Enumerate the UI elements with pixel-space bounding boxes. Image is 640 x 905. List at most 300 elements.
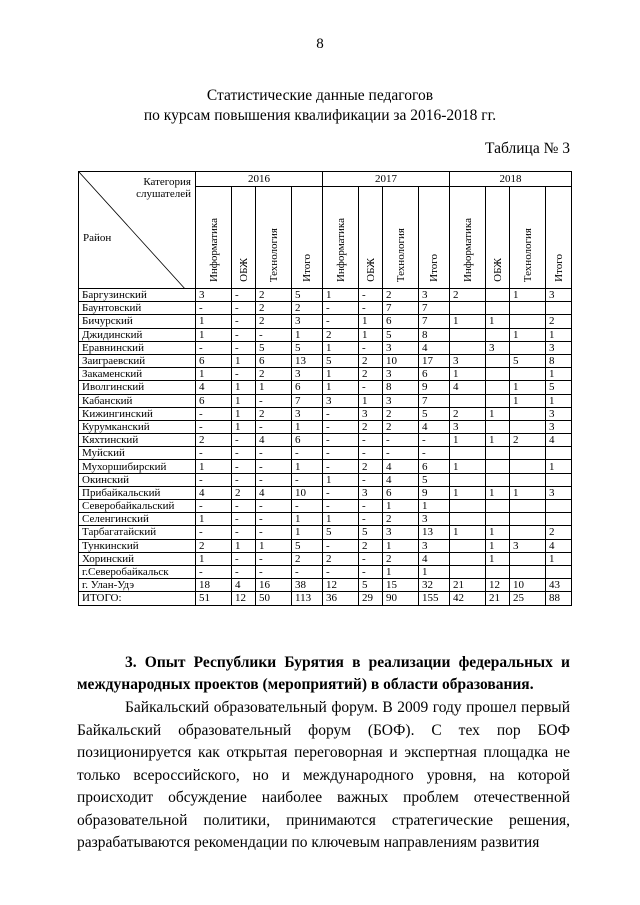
value-cell: 4 — [383, 473, 419, 486]
value-cell: 1 — [323, 473, 359, 486]
value-cell: 5 — [419, 473, 450, 486]
subject-header-obzh-2016 — [232, 187, 256, 289]
value-cell: 7 — [419, 315, 450, 328]
year-header-2016: 2016 — [196, 172, 323, 187]
value-cell: 1 — [546, 328, 572, 341]
value-cell: 15 — [383, 579, 419, 592]
value-cell — [450, 341, 486, 354]
value-cell: - — [323, 447, 359, 460]
value-cell: - — [359, 447, 383, 460]
value-cell: - — [359, 552, 383, 565]
value-cell: 1 — [486, 434, 510, 447]
value-cell: 3 — [450, 420, 486, 433]
value-cell: 1 — [256, 381, 292, 394]
value-cell: 6 — [196, 354, 232, 367]
value-cell: - — [232, 565, 256, 578]
value-cell: 6 — [419, 460, 450, 473]
subject-header-label: Технология — [521, 227, 534, 282]
value-cell: 1 — [510, 486, 546, 499]
value-cell: 32 — [419, 579, 450, 592]
value-cell: 1 — [196, 513, 232, 526]
category-header-line-1: Категория — [143, 176, 191, 188]
value-cell: 5 — [256, 341, 292, 354]
value-cell: 5 — [292, 539, 323, 552]
value-cell: 3 — [383, 526, 419, 539]
value-cell: 13 — [292, 354, 323, 367]
value-cell: 2 — [359, 354, 383, 367]
value-cell: - — [256, 394, 292, 407]
value-cell: 4 — [196, 486, 232, 499]
page-number: 8 — [316, 36, 324, 52]
value-cell: - — [196, 473, 232, 486]
table-number-label: Таблица № 3 — [485, 140, 570, 157]
value-cell: 4 — [383, 460, 419, 473]
value-cell: 2 — [292, 552, 323, 565]
value-cell — [546, 565, 572, 578]
value-cell: 1 — [450, 368, 486, 381]
value-cell: 1 — [323, 368, 359, 381]
value-cell: 3 — [419, 539, 450, 552]
table-row — [79, 460, 572, 473]
value-cell: 3 — [419, 513, 450, 526]
statistics-table — [78, 171, 572, 606]
value-cell: 3 — [292, 407, 323, 420]
value-cell: 2 — [256, 289, 292, 302]
value-cell: 1 — [510, 289, 546, 302]
section-paragraph: Байкальский образовательный форум. В 2009 году прошел первый Байкальский образовательный форум (БОФ). С тех пор БОФ позиционируется как открытая переговорная и экспертная площадка не только всероссийского, но и международного уровня, на которой происходит обсуждение наиболее важных проблем отечественной образовательной политики, принимаются стратегические решения, разрабатываются рекомендации по ключевым направлениям развития — [77, 699, 570, 851]
value-cell — [510, 302, 546, 315]
table-row — [79, 592, 572, 605]
value-cell: 2 — [359, 368, 383, 381]
value-cell: - — [323, 486, 359, 499]
value-cell: - — [256, 328, 292, 341]
district-name-cell: г. Улан-Удэ — [79, 579, 196, 592]
value-cell: 3 — [196, 289, 232, 302]
value-cell: 2 — [546, 526, 572, 539]
value-cell: 1 — [419, 565, 450, 578]
value-cell: 2 — [359, 539, 383, 552]
value-cell: 1 — [256, 539, 292, 552]
subject-header-informatics-2018 — [450, 187, 486, 289]
value-cell: 2 — [232, 486, 256, 499]
value-cell — [450, 513, 486, 526]
value-cell: 1 — [196, 315, 232, 328]
value-cell: 1 — [292, 526, 323, 539]
value-cell — [486, 473, 510, 486]
table-row — [79, 552, 572, 565]
value-cell: 90 — [383, 592, 419, 605]
value-cell: 2 — [323, 328, 359, 341]
value-cell: 51 — [196, 592, 232, 605]
value-cell: 3 — [359, 407, 383, 420]
table-row — [79, 394, 572, 407]
category-header — [136, 176, 191, 200]
value-cell: 6 — [419, 368, 450, 381]
value-cell: 50 — [256, 592, 292, 605]
value-cell: 113 — [292, 592, 323, 605]
value-cell — [510, 407, 546, 420]
value-cell: 4 — [546, 434, 572, 447]
value-cell: - — [292, 447, 323, 460]
table-row — [79, 368, 572, 381]
value-cell: - — [256, 500, 292, 513]
value-cell: 2 — [196, 434, 232, 447]
value-cell: - — [383, 447, 419, 460]
table-row — [79, 328, 572, 341]
value-cell: 10 — [292, 486, 323, 499]
value-cell: 3 — [383, 394, 419, 407]
value-cell: - — [323, 565, 359, 578]
value-cell: - — [359, 381, 383, 394]
value-cell: - — [359, 500, 383, 513]
value-cell: 1 — [383, 539, 419, 552]
value-cell: 6 — [292, 434, 323, 447]
value-cell — [450, 447, 486, 460]
value-cell: - — [196, 500, 232, 513]
value-cell: 4 — [232, 579, 256, 592]
value-cell: 1 — [486, 486, 510, 499]
value-cell: 9 — [419, 381, 450, 394]
district-name-cell: Баунтовский — [79, 302, 196, 315]
table-row — [79, 473, 572, 486]
value-cell: 3 — [450, 354, 486, 367]
subject-header-label: Итого — [428, 254, 440, 282]
value-cell: 2 — [383, 552, 419, 565]
value-cell: 1 — [486, 552, 510, 565]
value-cell: 3 — [546, 407, 572, 420]
value-cell: 1 — [546, 394, 572, 407]
value-cell: 3 — [486, 341, 510, 354]
value-cell: 2 — [510, 434, 546, 447]
value-cell: 1 — [510, 328, 546, 341]
value-cell: - — [232, 526, 256, 539]
district-name-cell: Кяхтинский — [79, 434, 196, 447]
value-cell: 88 — [546, 592, 572, 605]
table-corner-header — [79, 172, 196, 289]
value-cell: 8 — [419, 328, 450, 341]
value-cell: 2 — [383, 420, 419, 433]
value-cell — [450, 473, 486, 486]
district-name-cell: Закаменский — [79, 368, 196, 381]
district-name-cell: Заиграевский — [79, 354, 196, 367]
value-cell: 2 — [450, 289, 486, 302]
value-cell — [510, 460, 546, 473]
value-cell: 6 — [256, 354, 292, 367]
value-cell: 2 — [196, 539, 232, 552]
value-cell: 3 — [323, 394, 359, 407]
value-cell — [510, 420, 546, 433]
value-cell — [510, 552, 546, 565]
table-row — [79, 315, 572, 328]
value-cell: 1 — [232, 354, 256, 367]
value-cell: 38 — [292, 579, 323, 592]
table-title — [0, 86, 640, 126]
value-cell: - — [323, 315, 359, 328]
value-cell: - — [323, 460, 359, 473]
value-cell: 16 — [256, 579, 292, 592]
value-cell: 21 — [486, 592, 510, 605]
value-cell: 5 — [323, 354, 359, 367]
district-name-cell: Селенгинский — [79, 513, 196, 526]
value-cell: - — [256, 420, 292, 433]
district-name-cell: Курумканский — [79, 420, 196, 433]
value-cell — [450, 394, 486, 407]
value-cell: - — [323, 500, 359, 513]
value-cell — [510, 315, 546, 328]
subject-header-label: Итого — [301, 254, 313, 282]
value-cell — [450, 539, 486, 552]
subject-header-label: Итого — [552, 254, 565, 282]
value-cell: 6 — [383, 486, 419, 499]
value-cell: - — [359, 302, 383, 315]
value-cell: 12 — [232, 592, 256, 605]
value-cell: - — [419, 434, 450, 447]
value-cell: 12 — [486, 579, 510, 592]
value-cell: 5 — [383, 328, 419, 341]
value-cell — [546, 513, 572, 526]
value-cell: - — [256, 526, 292, 539]
value-cell: 1 — [359, 328, 383, 341]
value-cell — [486, 394, 510, 407]
value-cell — [510, 526, 546, 539]
value-cell — [510, 513, 546, 526]
section-heading: 3. Опыт Республики Бурятия в реализации федеральных и международных проектов (мероприятий) в области образования. — [77, 654, 570, 693]
value-cell: 1 — [232, 394, 256, 407]
value-cell — [486, 420, 510, 433]
subject-header-obzh-2018 — [486, 187, 510, 289]
subject-header-label: ОБЖ — [491, 258, 504, 282]
value-cell: - — [359, 513, 383, 526]
value-cell — [510, 368, 546, 381]
district-name-cell: Еравнинский — [79, 341, 196, 354]
value-cell — [450, 328, 486, 341]
value-cell: 1 — [486, 315, 510, 328]
value-cell: 5 — [292, 289, 323, 302]
district-name-cell: Кижингинский — [79, 407, 196, 420]
value-cell — [486, 381, 510, 394]
value-cell: 1 — [196, 552, 232, 565]
year-header-2017: 2017 — [323, 172, 450, 187]
value-cell: 6 — [383, 315, 419, 328]
value-cell — [450, 302, 486, 315]
value-cell: 1 — [232, 407, 256, 420]
table-title-line-1: Статистические данные педагогов — [206, 87, 434, 104]
district-name-cell: Прибайкальский — [79, 486, 196, 499]
value-cell: 12 — [323, 579, 359, 592]
value-cell: - — [196, 447, 232, 460]
value-cell: 5 — [359, 579, 383, 592]
subject-header-total-2017 — [419, 187, 450, 289]
value-cell: 1 — [323, 513, 359, 526]
table-row — [79, 579, 572, 592]
value-cell — [486, 565, 510, 578]
value-cell: 1 — [323, 341, 359, 354]
district-name-cell: Муйский — [79, 447, 196, 460]
value-cell: - — [196, 420, 232, 433]
value-cell: 25 — [510, 592, 546, 605]
value-cell: - — [256, 513, 292, 526]
value-cell: 6 — [292, 381, 323, 394]
district-name-cell: Тункинский — [79, 539, 196, 552]
value-cell: 5 — [419, 407, 450, 420]
value-cell: - — [196, 565, 232, 578]
value-cell: - — [323, 539, 359, 552]
value-cell: 3 — [510, 539, 546, 552]
value-cell: 4 — [450, 381, 486, 394]
table-row — [79, 447, 572, 460]
district-name-cell: ИТОГО: — [79, 592, 196, 605]
value-cell: 1 — [196, 368, 232, 381]
value-cell: 1 — [196, 460, 232, 473]
value-cell: - — [232, 289, 256, 302]
value-cell: 4 — [419, 420, 450, 433]
value-cell: - — [256, 552, 292, 565]
value-cell: - — [323, 302, 359, 315]
value-cell: - — [359, 289, 383, 302]
value-cell: 1 — [450, 486, 486, 499]
value-cell: 1 — [359, 315, 383, 328]
value-cell: 7 — [292, 394, 323, 407]
year-header-2018: 2018 — [450, 172, 572, 187]
value-cell: - — [419, 447, 450, 460]
value-cell: 2 — [383, 407, 419, 420]
category-header-line-2: слушателей — [136, 188, 191, 200]
value-cell: 2 — [450, 407, 486, 420]
value-cell: 1 — [359, 394, 383, 407]
value-cell — [486, 354, 510, 367]
value-cell: 1 — [232, 539, 256, 552]
value-cell — [546, 302, 572, 315]
value-cell: 9 — [419, 486, 450, 499]
value-cell: 1 — [486, 526, 510, 539]
district-header: Район — [83, 232, 112, 244]
value-cell: 4 — [546, 539, 572, 552]
value-cell: 2 — [323, 552, 359, 565]
value-cell — [486, 447, 510, 460]
value-cell: 3 — [383, 341, 419, 354]
value-cell: 43 — [546, 579, 572, 592]
value-cell: 2 — [256, 407, 292, 420]
value-cell: 5 — [546, 381, 572, 394]
value-cell: 4 — [196, 381, 232, 394]
value-cell: 1 — [450, 315, 486, 328]
table-row — [79, 539, 572, 552]
subject-header-total-2016 — [292, 187, 323, 289]
value-cell: - — [359, 473, 383, 486]
value-cell: - — [232, 552, 256, 565]
value-cell: - — [196, 407, 232, 420]
subject-header-label: Технология — [267, 227, 280, 282]
value-cell — [450, 565, 486, 578]
value-cell: 2 — [546, 315, 572, 328]
value-cell: 1 — [383, 500, 419, 513]
value-cell: 1 — [383, 565, 419, 578]
subject-header-label: Информатика — [461, 217, 474, 282]
value-cell: 18 — [196, 579, 232, 592]
value-cell: 2 — [256, 315, 292, 328]
subject-header-label: ОБЖ — [364, 258, 377, 282]
value-cell: 2 — [383, 289, 419, 302]
subject-header-label: Информатика — [334, 217, 347, 282]
value-cell: 3 — [546, 341, 572, 354]
value-cell: 2 — [359, 420, 383, 433]
value-cell: 1 — [450, 460, 486, 473]
value-cell: - — [196, 341, 232, 354]
value-cell: 3 — [359, 486, 383, 499]
value-cell: 4 — [419, 341, 450, 354]
value-cell: - — [232, 434, 256, 447]
value-cell: - — [256, 473, 292, 486]
value-cell: 10 — [510, 579, 546, 592]
district-name-cell: Окинский — [79, 473, 196, 486]
district-name-cell: Кабанский — [79, 394, 196, 407]
district-name-cell: Баргузинский — [79, 289, 196, 302]
district-name-cell: Джидинский — [79, 328, 196, 341]
subject-header-total-2018 — [546, 187, 572, 289]
value-cell: 155 — [419, 592, 450, 605]
value-cell: 1 — [510, 381, 546, 394]
value-cell — [510, 473, 546, 486]
value-cell: 7 — [419, 302, 450, 315]
subject-header-label: ОБЖ — [237, 258, 250, 282]
value-cell: 2 — [256, 368, 292, 381]
value-cell: - — [256, 460, 292, 473]
table-row — [79, 434, 572, 447]
table-body — [79, 289, 572, 606]
value-cell: - — [232, 447, 256, 460]
value-cell: 3 — [292, 368, 323, 381]
district-name-cell: Иволгинский — [79, 381, 196, 394]
value-cell — [486, 513, 510, 526]
value-cell: 2 — [256, 302, 292, 315]
value-cell: 3 — [546, 486, 572, 499]
value-cell: - — [323, 407, 359, 420]
value-cell: - — [196, 302, 232, 315]
value-cell: 2 — [359, 460, 383, 473]
subject-header-technology-2017 — [383, 187, 419, 289]
table-row — [79, 302, 572, 315]
value-cell: 21 — [450, 579, 486, 592]
value-cell: - — [292, 500, 323, 513]
value-cell: 3 — [292, 315, 323, 328]
subject-header-informatics-2017 — [323, 187, 359, 289]
table-row — [79, 354, 572, 367]
value-cell: - — [323, 434, 359, 447]
value-cell — [486, 500, 510, 513]
district-name-cell: г.Северобайкальск — [79, 565, 196, 578]
value-cell: - — [232, 328, 256, 341]
value-cell: 1 — [450, 434, 486, 447]
value-cell: 1 — [419, 500, 450, 513]
value-cell: - — [232, 368, 256, 381]
value-cell: 1 — [323, 289, 359, 302]
value-cell: 42 — [450, 592, 486, 605]
value-cell: 36 — [323, 592, 359, 605]
value-cell — [486, 460, 510, 473]
value-cell: 7 — [419, 394, 450, 407]
value-cell: 1 — [323, 381, 359, 394]
value-cell: 3 — [383, 368, 419, 381]
value-cell: 1 — [546, 552, 572, 565]
value-cell — [546, 447, 572, 460]
subject-header-label: Информатика — [207, 217, 220, 282]
table-title-line-2: по курсам повышения квалификации за 2016-2018 гг. — [143, 107, 497, 124]
value-cell: - — [292, 473, 323, 486]
district-name-cell: Тарбагатайский — [79, 526, 196, 539]
subject-header-label: Технология — [394, 227, 407, 282]
value-cell: - — [232, 341, 256, 354]
value-cell: 1 — [486, 539, 510, 552]
